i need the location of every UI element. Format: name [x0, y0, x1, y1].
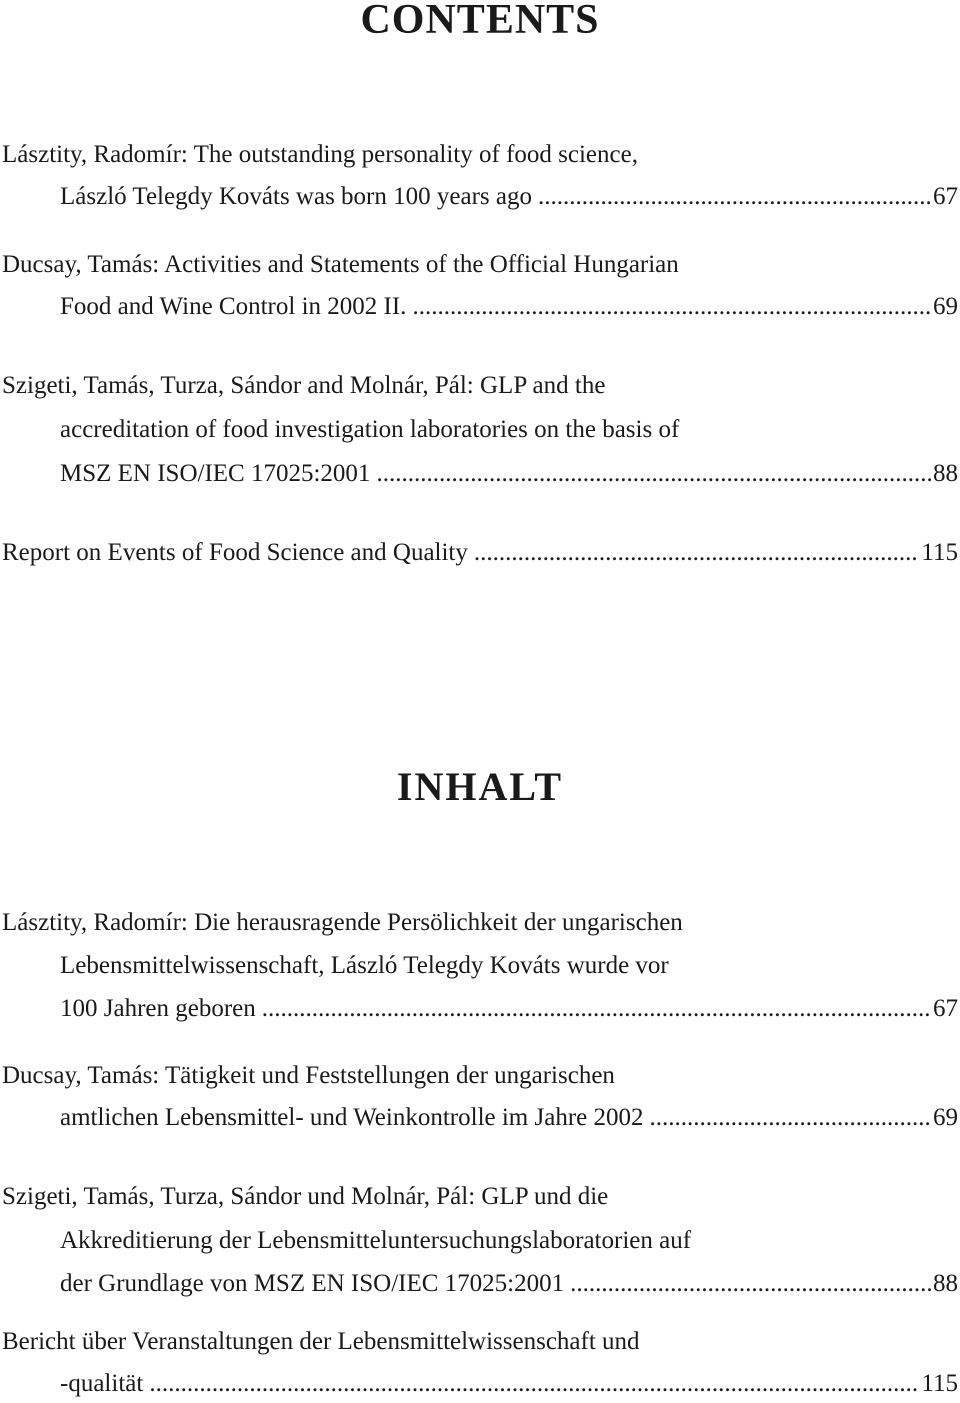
contents-heading: CONTENTS	[360, 0, 600, 43]
dot-leader	[376, 457, 931, 491]
page-number: 88	[933, 460, 958, 487]
inhalt-entry-1-line-1: Lásztity, Radomír: Die herausragende Persölichkeit der ungarischen	[2, 909, 683, 936]
entry-title: Report on Events of Food Science and Quality	[2, 539, 468, 566]
dot-leader	[412, 290, 931, 324]
dot-leader	[538, 180, 931, 214]
entry-title: der Grundlage von MSZ EN ISO/IEC 17025:2001	[60, 1270, 565, 1297]
entry-title: Food and Wine Control in 2002 II.	[60, 293, 407, 320]
contents-entry-1-line-1: Lásztity, Radomír: The outstanding personality of food science,	[2, 141, 638, 168]
inhalt-entry-3-last	[60, 1267, 958, 1301]
inhalt-entry-3-line-1: Szigeti, Tamás, Turza, Sándor und Molnár, Pál: GLP und die	[2, 1183, 609, 1210]
entry-title: -qualität	[60, 1370, 144, 1397]
dot-leader	[570, 1267, 931, 1301]
contents-entry-2-last	[60, 290, 958, 324]
inhalt-entry-1-line-2: Lebensmittelwissenschaft, László Telegdy Kováts wurde vor	[60, 952, 669, 979]
contents-entry-3-last	[60, 457, 958, 491]
inhalt-entry-3-line-2: Akkreditierung der Lebensmitteluntersuchungslaboratorien auf	[60, 1227, 692, 1254]
dot-leader	[262, 992, 931, 1026]
page-number: 67	[933, 995, 958, 1022]
contents-entry-2-line-1: Ducsay, Tamás: Activities and Statements of the Official Hungarian	[2, 251, 679, 278]
entry-title: 100 Jahren geboren	[60, 995, 256, 1022]
dot-leader	[149, 1367, 919, 1401]
dot-leader	[474, 536, 920, 570]
inhalt-entry-1-last	[60, 992, 958, 1026]
page-number: 69	[933, 293, 958, 320]
page-number: 115	[921, 539, 958, 566]
dot-leader	[650, 1101, 932, 1135]
contents-entry-1-last	[60, 180, 958, 214]
page-number: 69	[933, 1104, 958, 1131]
inhalt-heading: INHALT	[396, 764, 564, 809]
entry-title: amtlichen Lebensmittel- und Weinkontrolle im Jahre 2002	[60, 1104, 644, 1131]
entry-title: MSZ EN ISO/IEC 17025:2001	[60, 460, 371, 487]
page-number: 115	[921, 1370, 958, 1397]
page-number: 67	[933, 183, 958, 210]
page-number: 88	[933, 1270, 958, 1297]
entry-title: László Telegdy Kováts was born 100 years ago	[60, 183, 532, 210]
contents-entry-4-last	[2, 536, 958, 570]
inhalt-entry-4-line-1: Bericht über Veranstaltungen der Lebensmittelwissenschaft und	[2, 1328, 640, 1355]
contents-entry-3-line-1: Szigeti, Tamás, Turza, Sándor and Molnár, Pál: GLP and the	[2, 372, 606, 399]
inhalt-entry-2-last	[60, 1101, 958, 1135]
contents-entry-3-line-2: accreditation of food investigation laboratories on the basis of	[60, 416, 680, 443]
inhalt-entry-4-last	[60, 1367, 958, 1401]
inhalt-entry-2-line-1: Ducsay, Tamás: Tätigkeit und Feststellungen der ungarischen	[2, 1062, 615, 1089]
